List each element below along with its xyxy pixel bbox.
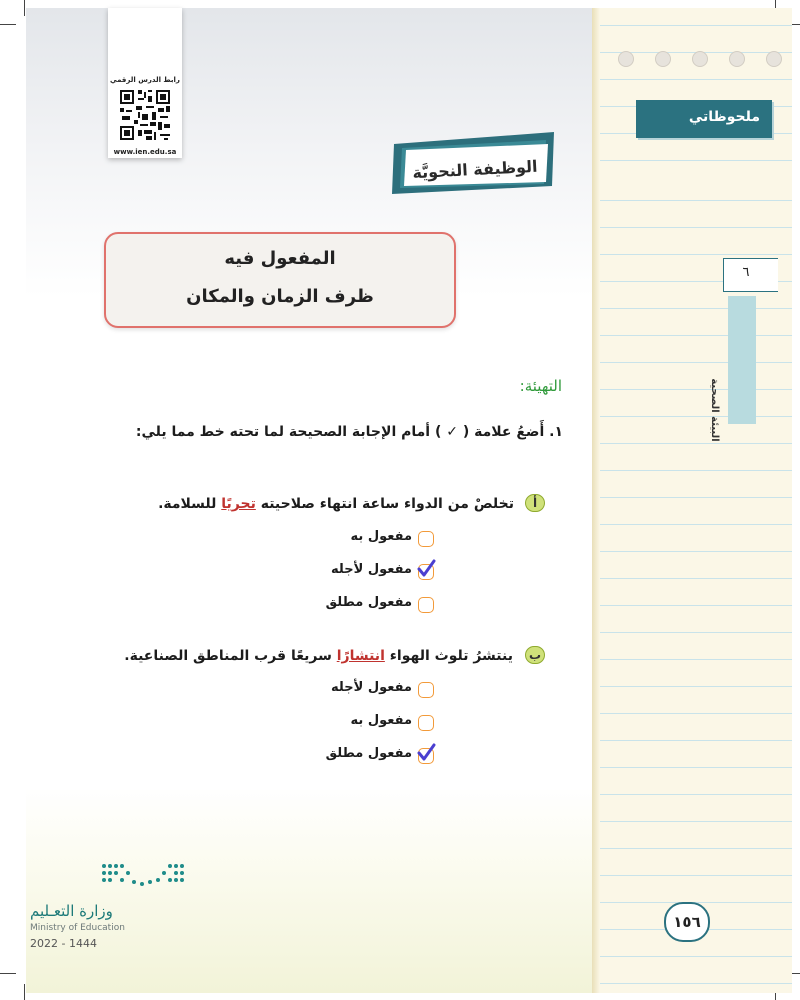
option-label: مفعول مطلق [325,746,412,761]
checkbox[interactable] [418,531,434,547]
unit-title: البيئة الصحية [709,378,720,442]
qr-code-icon [120,90,170,140]
checkbox[interactable] [418,682,434,698]
question-a-text [158,496,514,512]
notes-tab-label: ملحوظاتي [688,109,760,125]
lesson-subtitle: ظرف الزمان والمكان [186,286,374,307]
notes-tab[interactable] [636,100,772,138]
question-a-badge: أ [525,494,545,512]
question-b-text [124,648,513,664]
option-b2[interactable] [334,713,434,733]
binder-hole-icon [655,51,671,67]
checkmark-icon [415,742,437,764]
option-a1[interactable] [334,529,434,549]
crop-mark [0,973,16,974]
section-label: الوظيفة النحويَّة [411,156,538,183]
lesson-title-box [104,232,456,328]
question-b-text-before: ينتشرُ تلوث الهواء [384,648,513,664]
page-number: ١٥٦ [664,902,710,942]
crop-mark [0,24,16,25]
checkbox[interactable] [418,715,434,731]
option-label: مفعول به [350,713,412,728]
qr-caption: رابط الدرس الرقمي [110,76,180,84]
ministry-name-english: Ministry of Education [30,923,125,933]
question-b-highlight: انتشارًا [336,648,385,664]
option-label: مفعول مطلق [325,595,412,610]
question-b-badge: ب [525,646,545,664]
unit-number: ٦ [742,265,750,280]
question-a-text-before: تخلصْ من الدواء ساعة انتهاء صلاحيته [255,496,514,512]
exercise-instruction: ١. أَضعُ علامة ( ✓ ) أمام الإجابة الصحيحة لما تحته خط مما يلي: [135,424,563,440]
checkbox[interactable] [418,597,434,613]
binder-hole-icon [618,51,634,67]
notes-fold [592,8,600,993]
qr-url[interactable]: www.ien.edu.sa [113,148,177,156]
option-b1[interactable] [331,680,434,700]
warmup-label: التهيئة: [519,377,562,395]
edition-year: 2022 - 1444 [30,937,97,950]
notes-panel [592,8,792,993]
option-label: مفعول لأجله [331,562,412,577]
question-a-highlight: تحريًا [221,496,256,512]
ministry-name-arabic: وزارة التعـليم [30,902,113,920]
binder-hole-icon [729,51,745,67]
unit-title-bar [728,296,756,424]
binder-hole-icon [766,51,782,67]
binder-hole-icon [692,51,708,67]
question-b-text-after: سريعًا قرب المناطق الصناعية. [124,648,337,664]
option-label: مفعول لأجله [331,680,412,695]
option-label: مفعول به [350,529,412,544]
crop-mark [24,0,25,16]
option-a2[interactable] [331,562,434,582]
option-a3[interactable] [325,595,434,615]
question-a-text-after: للسلامة. [158,496,222,512]
unit-number-box [723,258,778,292]
option-b3[interactable] [325,746,434,766]
crop-mark [24,984,25,1000]
lesson-title: المفعول فيه [224,248,336,269]
ministry-logo-icon [98,860,190,892]
qr-card[interactable] [108,8,182,158]
checkmark-icon [415,558,437,580]
